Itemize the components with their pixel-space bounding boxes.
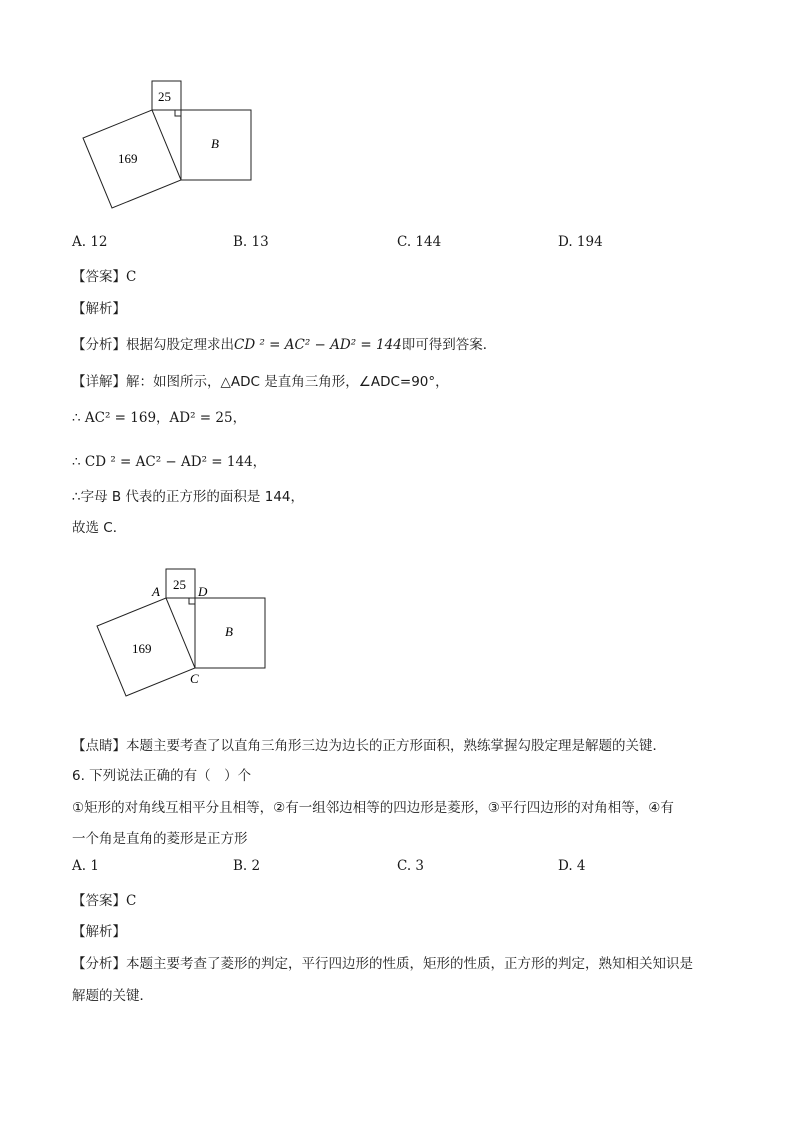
q5-option-b[interactable]: B. 13 bbox=[233, 234, 269, 250]
fenxi-post: 即可得到答案． bbox=[401, 337, 497, 353]
comment-text: 本题主要考查了以直角三角形三边为边长的正方形面积，熟练掌握勾股定理是解题的关键． bbox=[126, 738, 666, 754]
q5-analysis-tag: 【解析】 bbox=[72, 301, 126, 317]
fenxi-text-1: 本题主要考查了菱形的判定，平行四边形的性质，矩形的性质，正方形的判定，熟知相关知识是 bbox=[126, 956, 693, 972]
q5-option-a[interactable]: A. 12 bbox=[72, 234, 108, 250]
q5-detail-line4: ∴字母 B 代表的正方形的面积是 144， bbox=[72, 489, 304, 505]
q6-option-d[interactable]: D. 4 bbox=[558, 858, 586, 874]
q5-answer bbox=[72, 265, 136, 285]
fenxi-formula: CD ² = AC² − AD² = 144 bbox=[234, 337, 402, 353]
vertex-d: D bbox=[198, 584, 208, 599]
q6-option-a[interactable]: A. 1 bbox=[72, 858, 99, 874]
q5-fenxi bbox=[72, 333, 496, 353]
figure-1-squares bbox=[78, 78, 258, 213]
detail-tag: 【详解】 bbox=[72, 374, 126, 390]
comment-tag: 【点睛】 bbox=[72, 738, 126, 754]
label-25: 25 bbox=[158, 89, 171, 104]
fenxi-pre: 根据勾股定理求出 bbox=[126, 337, 234, 353]
q6-answer bbox=[72, 889, 136, 909]
q6-fenxi-line1 bbox=[72, 952, 693, 972]
q5-detail-line3: ∴ CD ² = AC² − AD² = 144， bbox=[72, 454, 267, 470]
detail-text-1: 解：如图所示，△ADC 是直角三角形，∠ADC=90°， bbox=[126, 374, 449, 390]
q5-option-d[interactable]: D. 194 bbox=[558, 234, 603, 250]
figure-2-labeled-squares bbox=[88, 564, 273, 704]
right-angle-mark bbox=[175, 110, 181, 116]
q6-stem: 6. 下列说法正确的有（ ）个 bbox=[72, 768, 252, 784]
q6-statements-line2: 一个角是直角的菱形是正方形 bbox=[72, 831, 248, 847]
q5-detail-line1 bbox=[72, 370, 449, 390]
label-b: B bbox=[211, 136, 219, 151]
q6-option-c[interactable]: C. 3 bbox=[397, 858, 425, 874]
q6-option-b[interactable]: B. 2 bbox=[233, 858, 261, 874]
label-b: B bbox=[225, 624, 233, 639]
right-angle-mark bbox=[189, 598, 195, 604]
label-169: 169 bbox=[132, 641, 152, 656]
q6-options bbox=[72, 858, 692, 876]
fenxi-tag: 【分析】 bbox=[72, 337, 126, 353]
answer-tag: 【答案】 bbox=[72, 269, 126, 285]
q5-comment bbox=[72, 734, 666, 754]
q6-statements-line1: ①矩形的对角线互相平分且相等，②有一组邻边相等的四边形是菱形，③平行四边形的对角相等，④有 bbox=[72, 800, 674, 816]
q5-detail-line2: ∴ AC² = 169，AD² = 25， bbox=[72, 410, 247, 426]
fenxi-tag: 【分析】 bbox=[72, 956, 126, 972]
q5-options bbox=[72, 234, 692, 252]
label-169: 169 bbox=[118, 151, 138, 166]
answer-value: C bbox=[126, 269, 137, 285]
answer-value: C bbox=[126, 893, 137, 909]
q5-detail-line5: 故选 C． bbox=[72, 520, 127, 536]
answer-tag: 【答案】 bbox=[72, 893, 126, 909]
vertex-a: A bbox=[152, 584, 160, 599]
q6-analysis-tag: 【解析】 bbox=[72, 924, 126, 940]
vertex-c: C bbox=[190, 671, 199, 686]
q5-option-c[interactable]: C. 144 bbox=[397, 234, 442, 250]
q6-fenxi-line2: 解题的关键． bbox=[72, 988, 153, 1004]
label-25: 25 bbox=[173, 577, 186, 592]
